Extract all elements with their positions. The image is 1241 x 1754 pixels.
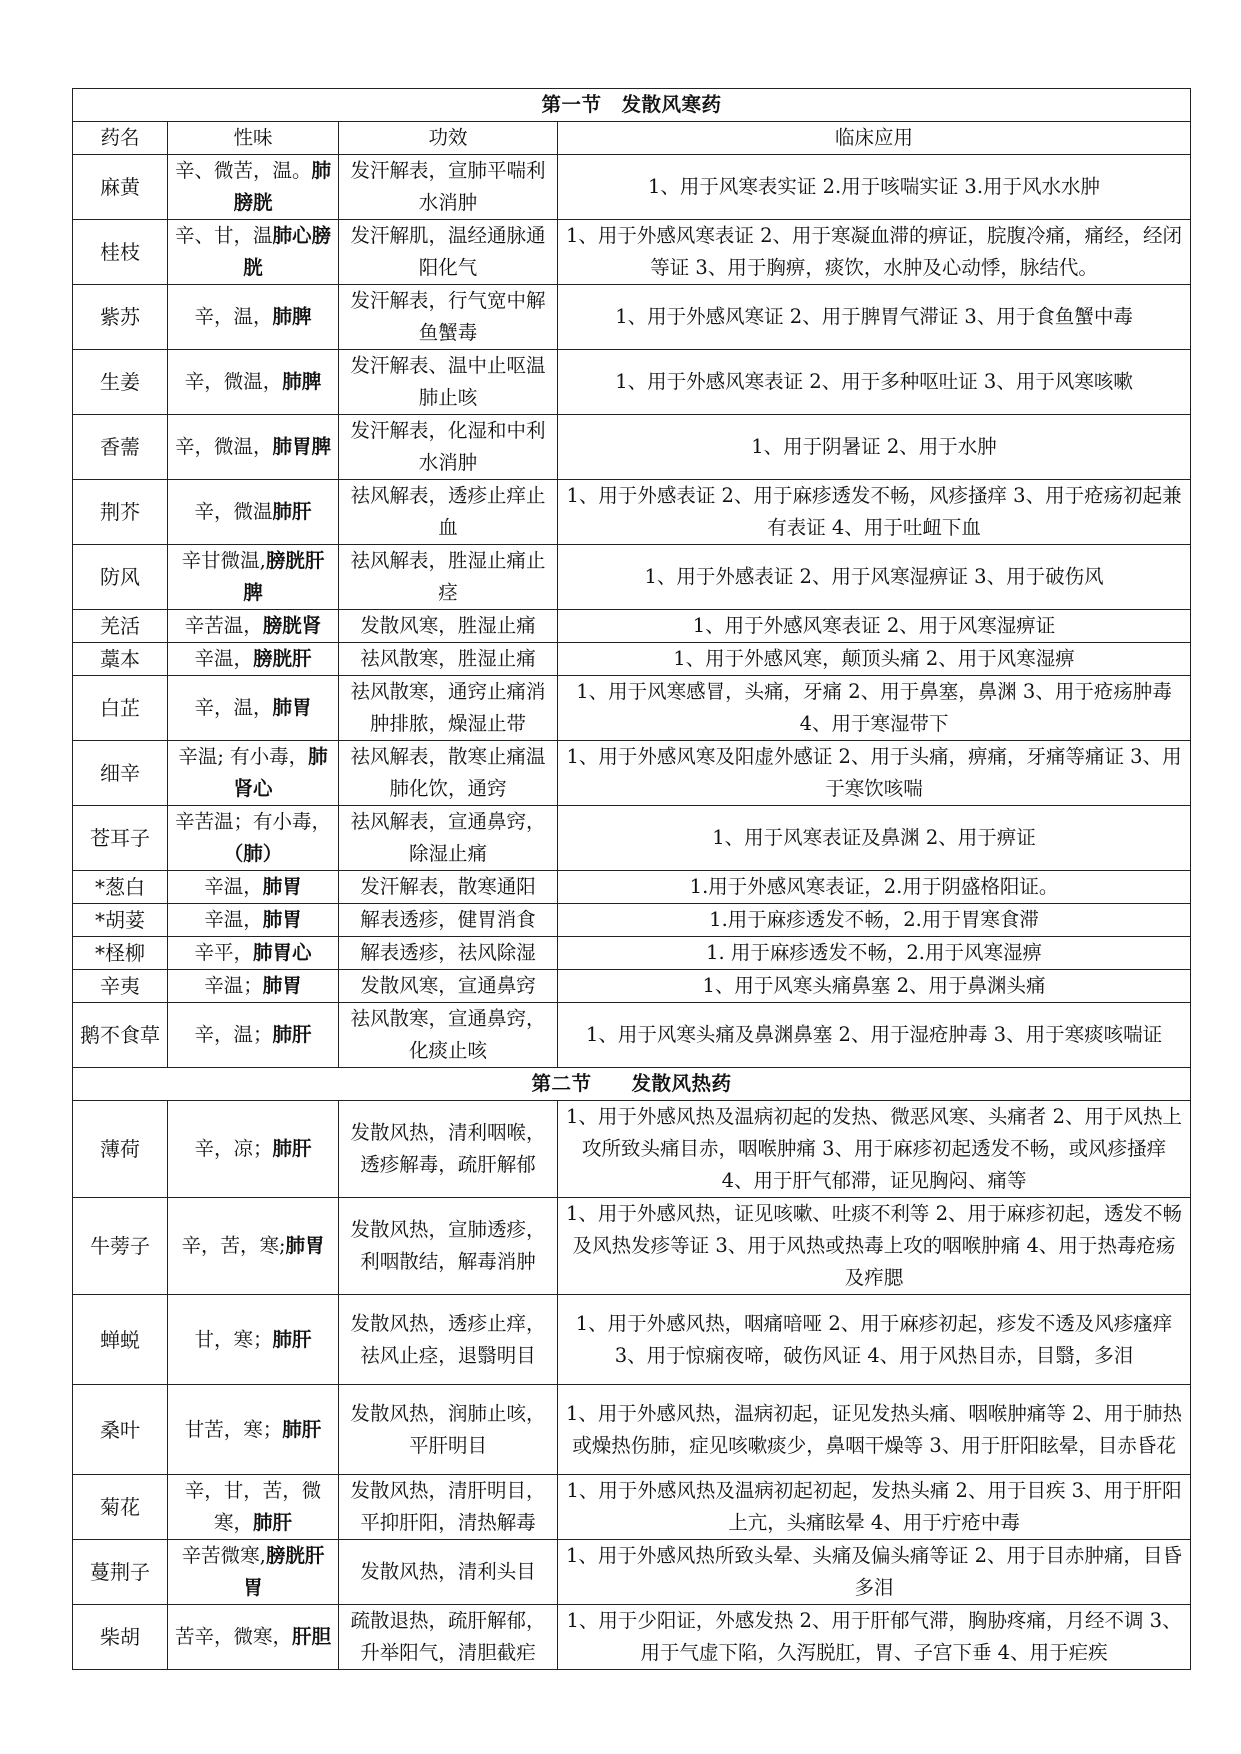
- herb-effect: [339, 1475, 558, 1540]
- herb-clinical: [558, 1003, 1191, 1068]
- herb-clinical: [558, 220, 1191, 285]
- organ-text: 肺胃脾: [272, 435, 332, 458]
- table-row: [73, 937, 1191, 970]
- herb-name-text: 苍耳子: [90, 826, 150, 850]
- herb-clinical: [558, 741, 1191, 806]
- taste-text: 辛，温，: [194, 696, 273, 719]
- effect-text: 发汗解表，行气宽中解鱼蟹毒: [350, 289, 546, 344]
- herb-name-text: *葱白: [95, 875, 145, 899]
- herb-name-text: 生姜: [100, 370, 140, 394]
- herb-effect: [339, 1295, 558, 1385]
- herb-clinical: [558, 415, 1191, 480]
- herb-effect: [339, 741, 558, 806]
- clinical-text: 1、用于风寒表实证 2.用于咳喘实证 3.用于风水水肿: [648, 175, 1101, 198]
- taste-text: 辛，温；: [194, 1023, 273, 1046]
- clinical-text: 1、用于外感风寒表证 2、用于多种呕吐证 3、用于风寒咳嗽: [615, 370, 1133, 393]
- herb-effect: [339, 1101, 558, 1198]
- herb-name-text: 白芷: [100, 696, 140, 720]
- herb-taste: [168, 1475, 339, 1540]
- organ-text: 膀胱肝: [253, 647, 312, 670]
- herb-effect: [339, 545, 558, 610]
- organ-text: 肺胃心: [253, 941, 312, 964]
- effect-text: 发散风热，透疹止痒，祛风止痉，退翳明目: [350, 1311, 546, 1367]
- herb-name-text: *柽柳: [95, 941, 145, 965]
- clinical-text: 1、用于风寒头痛鼻塞 2、用于鼻渊头痛: [702, 974, 1046, 997]
- herb-effect: [339, 1003, 558, 1068]
- effect-text: 祛风散寒，通窍止痛消肿排脓，燥湿止带: [350, 680, 546, 735]
- herb-name: [73, 480, 168, 545]
- herb-taste: [168, 1101, 339, 1198]
- table-row: [73, 1540, 1191, 1605]
- herb-clinical: [558, 1385, 1191, 1475]
- herb-name: [73, 970, 168, 1003]
- herb-name: [73, 155, 168, 220]
- table-row: [73, 480, 1191, 545]
- herb-name-text: 香薷: [100, 435, 140, 459]
- herb-name-text: 紫苏: [100, 305, 140, 329]
- herb-clinical: [558, 676, 1191, 741]
- effect-text: 解表透疹，健胃消食: [360, 908, 536, 931]
- herb-table: [72, 88, 1191, 1670]
- table-row: [73, 643, 1191, 676]
- taste-text: 辛温; 有小毒，: [178, 745, 309, 768]
- herb-name: [73, 1605, 168, 1670]
- clinical-text: 1、用于外感风寒表证 2、用于风寒湿痹证: [692, 614, 1056, 637]
- herb-effect: [339, 415, 558, 480]
- effect-text: 发汗解表，散寒通阳: [360, 875, 536, 898]
- taste-text: 苦辛，微寒，: [174, 1625, 292, 1648]
- header-name: 药名: [73, 122, 168, 155]
- organ-text: 肺胃: [262, 875, 302, 898]
- herb-name: [73, 545, 168, 610]
- table-row: [73, 1475, 1191, 1540]
- taste-text: 辛，微温，: [174, 435, 273, 458]
- herb-taste: [168, 1295, 339, 1385]
- herb-effect: [339, 970, 558, 1003]
- herb-taste: [168, 937, 339, 970]
- herb-taste: [168, 480, 339, 545]
- taste-text: 辛、甘，温: [174, 224, 273, 247]
- organ-text: 肺肝: [272, 1137, 312, 1160]
- herb-taste: [168, 676, 339, 741]
- table-row: [73, 806, 1191, 871]
- herb-clinical: [558, 904, 1191, 937]
- herb-clinical: [558, 643, 1191, 676]
- effect-text: 发散风寒，胜湿止痛: [360, 614, 536, 637]
- clinical-text: 1、用于外感表证 2、用于风寒湿痹证 3、用于破伤风: [644, 565, 1104, 588]
- herb-name-text: 鹅不食草: [80, 1023, 160, 1047]
- herb-name: [73, 285, 168, 350]
- herb-name: [73, 904, 168, 937]
- clinical-text: 1、用于外感风热及温病初起的发热、微恶风寒、头痛者 2、用于风热上攻所致头痛目赤，咽喉肿痛 3、用于麻疹初起透发不畅，或风疹搔痒 4、用于肝气郁滞，证见胸闷、痛等: [566, 1105, 1183, 1192]
- herb-name: [73, 415, 168, 480]
- organ-text: 肺脾: [272, 305, 312, 328]
- organ-text: 肺胃: [285, 1234, 325, 1257]
- herb-taste: [168, 415, 339, 480]
- effect-text: 发散风热，清利头目: [360, 1560, 536, 1583]
- herb-taste: [168, 1540, 339, 1605]
- herb-name: [73, 1475, 168, 1540]
- table-row: [73, 904, 1191, 937]
- clinical-text: 1、用于外感风热及温病初起初起，发热头痛 2、用于目疾 3、用于肝阳上亢，头痛眩晕 4、用于疔疮中毒: [566, 1479, 1182, 1534]
- herb-name: [73, 1198, 168, 1295]
- herb-clinical: [558, 871, 1191, 904]
- herb-name: [73, 1385, 168, 1475]
- organ-text: 膀胱肾: [262, 614, 322, 637]
- herb-name-text: 菊花: [100, 1495, 140, 1519]
- taste-text: 甘，寒；: [194, 1327, 273, 1351]
- section2-title: 第二节 发散风热药: [73, 1068, 1191, 1101]
- table-row: [73, 676, 1191, 741]
- table-row: [73, 350, 1191, 415]
- effect-text: 发汗解表、温中止呕温肺止咳: [350, 354, 546, 409]
- effect-text: 发散风寒，宣通鼻窍: [360, 974, 536, 997]
- herb-effect: [339, 1605, 558, 1670]
- effect-text: 疏散退热，疏肝解郁，升举阳气，清胆截疟: [350, 1609, 546, 1664]
- herb-effect: [339, 806, 558, 871]
- effect-text: 发汗解表，化湿和中利水消肿: [350, 419, 546, 474]
- organ-text: 肺肝: [253, 1511, 293, 1534]
- herb-taste: [168, 220, 339, 285]
- herb-name: [73, 1540, 168, 1605]
- organ-text: 膀胱肝胃: [243, 1544, 325, 1599]
- organ-text: 肺心膀胱: [243, 224, 332, 279]
- taste-text: 辛，微温: [194, 500, 273, 523]
- herb-effect: [339, 350, 558, 415]
- header-effect: 功效: [339, 122, 558, 155]
- taste-text: 辛，苦，寒;: [181, 1234, 286, 1257]
- herb-name-text: 蔓荆子: [90, 1560, 150, 1584]
- herb-name: [73, 741, 168, 806]
- herb-clinical: [558, 937, 1191, 970]
- herb-name-text: *胡荽: [95, 908, 145, 932]
- table-row: [73, 1295, 1191, 1385]
- organ-text: 肺肝: [272, 1023, 312, 1046]
- clinical-text: 1、用于外感风热，咽痛喑哑 2、用于麻疹初起，疹发不透及风疹瘙痒 3、用于惊痫夜啼，破伤风证 4、用于风热目赤，目翳，多泪: [575, 1311, 1173, 1367]
- organ-text: 肺胃: [272, 696, 312, 719]
- clinical-text: 1、用于阴暑证 2、用于水肿: [751, 435, 997, 458]
- taste-text: 辛苦微寒,: [181, 1544, 266, 1567]
- organ-text: 肺肾心: [233, 745, 328, 800]
- herb-taste: [168, 904, 339, 937]
- taste-text: 辛平，: [194, 941, 253, 964]
- herb-name-text: 蝉蜕: [100, 1327, 140, 1352]
- herb-taste: [168, 643, 339, 676]
- clinical-text: 1、用于外感风寒表证 2、用于寒凝血滞的痹证，脘腹冷痛，痛经，经闭等证 3、用于胸痹，痰饮，水肿及心动悸，脉结代。: [566, 224, 1183, 279]
- taste-text: 辛，甘，苦，微寒，: [184, 1479, 322, 1534]
- table-row: [73, 970, 1191, 1003]
- organ-text: 肺脾: [282, 370, 322, 393]
- effect-text: 发散风热，清利咽喉，透疹解毒，疏肝解郁: [350, 1121, 546, 1176]
- herb-taste: [168, 741, 339, 806]
- herb-clinical: [558, 480, 1191, 545]
- herb-name: [73, 676, 168, 741]
- herb-taste: [168, 610, 339, 643]
- herb-name: [73, 610, 168, 643]
- herb-name-text: 牛蒡子: [90, 1234, 150, 1258]
- clinical-text: 1、用于风寒感冒，头痛，牙痛 2、用于鼻塞，鼻渊 3、用于疮疡肿毒 4、用于寒湿带下: [576, 680, 1172, 735]
- herb-taste: [168, 1003, 339, 1068]
- herb-effect: [339, 1385, 558, 1475]
- organ-text: 肺肝: [272, 500, 312, 523]
- herb-name-text: 麻黄: [100, 175, 140, 199]
- herb-clinical: [558, 1475, 1191, 1540]
- herb-effect: [339, 871, 558, 904]
- herb-name-text: 辛夷: [100, 974, 140, 998]
- table-row: [73, 1605, 1191, 1670]
- herb-clinical: [558, 970, 1191, 1003]
- effect-text: 祛风解表，胜湿止痛止痉: [350, 549, 546, 604]
- header-taste: 性味: [168, 122, 339, 155]
- organ-text: 肺胃: [262, 974, 302, 997]
- herb-name-text: 细辛: [100, 761, 140, 785]
- herb-effect: [339, 155, 558, 220]
- herb-taste: [168, 970, 339, 1003]
- herb-name-text: 藁本: [100, 647, 140, 671]
- effect-text: 发汗解表，宣肺平喘利水消肿: [350, 159, 546, 214]
- herb-name: [73, 643, 168, 676]
- table-row: [73, 871, 1191, 904]
- herb-taste: [168, 871, 339, 904]
- table-row: [73, 155, 1191, 220]
- clinical-text: 1.用于外感风寒表证，2.用于阴盛格阳证。: [689, 875, 1059, 898]
- taste-text: 辛苦温，: [184, 614, 263, 637]
- herb-clinical: [558, 1101, 1191, 1198]
- taste-text: 辛，凉；: [194, 1137, 273, 1160]
- table-row: [73, 285, 1191, 350]
- effect-text: 发散风热，清肝明目，平抑肝阳，清热解毒: [350, 1479, 546, 1534]
- herb-taste: [168, 1605, 339, 1670]
- herb-effect: [339, 480, 558, 545]
- clinical-text: 1、用于外感风热，证见咳嗽、吐痰不利等 2、用于麻疹初起，透发不畅及风热发疹等证 3、用于风热或热毒上攻的咽喉肿痛 4、用于热毒疮疡及痄腮: [566, 1202, 1183, 1289]
- effect-text: 祛风散寒，胜湿止痛: [360, 647, 536, 670]
- herb-name: [73, 350, 168, 415]
- herb-clinical: [558, 545, 1191, 610]
- taste-text: 甘苦，寒；: [184, 1417, 283, 1441]
- herb-name-text: 桂枝: [100, 240, 140, 264]
- herb-name: [73, 1295, 168, 1385]
- clinical-text: 1、用于风寒表证及鼻渊 2、用于痹证: [712, 826, 1036, 849]
- herb-taste: [168, 285, 339, 350]
- table-row: [73, 545, 1191, 610]
- herb-name: [73, 1101, 168, 1198]
- effect-text: 祛风散寒，宣通鼻窍，化痰止咳: [350, 1007, 546, 1062]
- herb-effect: [339, 676, 558, 741]
- taste-text: 辛甘微温,: [181, 549, 266, 572]
- herb-taste: [168, 806, 339, 871]
- herb-name: [73, 937, 168, 970]
- table-row: [73, 1198, 1191, 1295]
- herb-taste: [168, 1385, 339, 1475]
- herb-name-text: 薄荷: [100, 1137, 140, 1161]
- clinical-text: 1、用于少阳证，外感发热 2、用于肝郁气滞，胸胁疼痛，月经不调 3、用于气虚下陷，久泻脱肛，胃、子宫下垂 4、用于疟疾: [566, 1609, 1182, 1664]
- clinical-text: 1. 用于麻疹透发不畅，2.用于风寒湿痹: [706, 941, 1042, 964]
- herb-clinical: [558, 1605, 1191, 1670]
- table-row: [73, 741, 1191, 806]
- table-row: [73, 1003, 1191, 1068]
- herb-effect: [339, 904, 558, 937]
- herb-clinical: [558, 1540, 1191, 1605]
- herb-name-text: 羌活: [100, 614, 140, 638]
- table-row: [73, 415, 1191, 480]
- herb-name: [73, 220, 168, 285]
- clinical-text: 1、用于风寒头痛及鼻渊鼻塞 2、用于湿疮肿毒 3、用于寒痰咳喘证: [585, 1023, 1163, 1046]
- effect-text: 祛风解表，宣通鼻窍，除湿止痛: [350, 810, 546, 865]
- effect-text: 发汗解肌，温经通脉通阳化气: [350, 224, 546, 279]
- herb-name: [73, 871, 168, 904]
- document-page: [72, 88, 1190, 1670]
- herb-clinical: [558, 155, 1191, 220]
- herb-name: [73, 1003, 168, 1068]
- taste-text: 辛温，: [194, 647, 253, 670]
- herb-name: [73, 806, 168, 871]
- taste-text: 辛苦温；有小毒，: [174, 810, 331, 833]
- organ-text: 肺胃: [262, 908, 302, 931]
- herb-clinical: [558, 610, 1191, 643]
- table-row: [73, 1385, 1191, 1475]
- herb-effect: [339, 1540, 558, 1605]
- effect-text: 祛风解表，散寒止痛温肺化饮，通窍: [350, 745, 546, 800]
- herb-taste: [168, 545, 339, 610]
- clinical-text: 1、用于外感表证 2、用于麻疹透发不畅，风疹搔痒 3、用于疮疡初起兼有表证 4、用于吐衄下血: [566, 484, 1182, 539]
- clinical-text: 1、用于外感风热所致头晕、头痛及偏头痛等证 2、用于目赤肿痛，目昏多泪: [566, 1544, 1183, 1599]
- taste-text: 辛，微温，: [184, 370, 283, 393]
- table-row: [73, 1101, 1191, 1198]
- clinical-text: 1、用于外感风寒证 2、用于脾胃气滞证 3、用于食鱼蟹中毒: [615, 305, 1133, 328]
- clinical-text: 1、用于外感风热，温病初起，证见发热头痛、咽喉肿痛等 2、用于肺热或燥热伤肺，症见咳嗽痰少，鼻咽干燥等 3、用于肝阳眩晕，目赤昏花: [566, 1401, 1183, 1457]
- effect-text: 发散风热，润肺止咳，平肝明目: [350, 1401, 546, 1457]
- organ-text: （肺）: [223, 842, 283, 865]
- herb-clinical: [558, 285, 1191, 350]
- herb-effect: [339, 1198, 558, 1295]
- taste-text: 辛温，: [204, 908, 263, 931]
- clinical-text: 1.用于麻疹透发不畅，2.用于胃寒食滞: [709, 908, 1039, 931]
- taste-text: 辛温，: [204, 875, 263, 898]
- effect-text: 发散风热，宣肺透疹，利咽散结，解毒消肿: [350, 1218, 546, 1273]
- herb-taste: [168, 155, 339, 220]
- organ-text: 肺肝: [272, 1327, 312, 1351]
- clinical-text: 1、用于外感风寒及阳虚外感证 2、用于头痛，痹痛，牙痛等痛证 3、用于寒饮咳喘: [566, 745, 1182, 800]
- herb-name-text: 柴胡: [100, 1625, 140, 1649]
- organ-text: 肺肝: [282, 1417, 322, 1441]
- table-row: [73, 610, 1191, 643]
- clinical-text: 1、用于外感风寒，颠顶头痛 2、用于风寒湿痹: [673, 647, 1075, 670]
- herb-taste: [168, 350, 339, 415]
- herb-clinical: [558, 1295, 1191, 1385]
- herb-clinical: [558, 1198, 1191, 1295]
- herb-clinical: [558, 350, 1191, 415]
- herb-effect: [339, 937, 558, 970]
- effect-text: 祛风解表，透疹止痒止血: [350, 484, 546, 539]
- header-clinical: 临床应用: [558, 122, 1191, 155]
- organ-text: 肝胆: [292, 1625, 332, 1648]
- herb-name-text: 桑叶: [100, 1417, 140, 1442]
- taste-text: 辛，温，: [194, 305, 273, 328]
- table-row: [73, 220, 1191, 285]
- herb-taste: [168, 1198, 339, 1295]
- section1-title: 第一节 发散风寒药: [73, 89, 1191, 122]
- herb-effect: [339, 285, 558, 350]
- herb-name-text: 防风: [100, 565, 140, 589]
- taste-text: 辛、微苦，温。: [174, 159, 312, 182]
- organ-text: 肺膀胱: [233, 159, 332, 214]
- taste-text: 辛温；: [204, 974, 263, 997]
- herb-name-text: 荆芥: [100, 500, 140, 524]
- organ-text: 膀胱肝脾: [243, 549, 325, 604]
- herb-effect: [339, 610, 558, 643]
- herb-effect: [339, 220, 558, 285]
- effect-text: 解表透疹，祛风除湿: [360, 941, 536, 964]
- herb-clinical: [558, 806, 1191, 871]
- herb-effect: [339, 643, 558, 676]
